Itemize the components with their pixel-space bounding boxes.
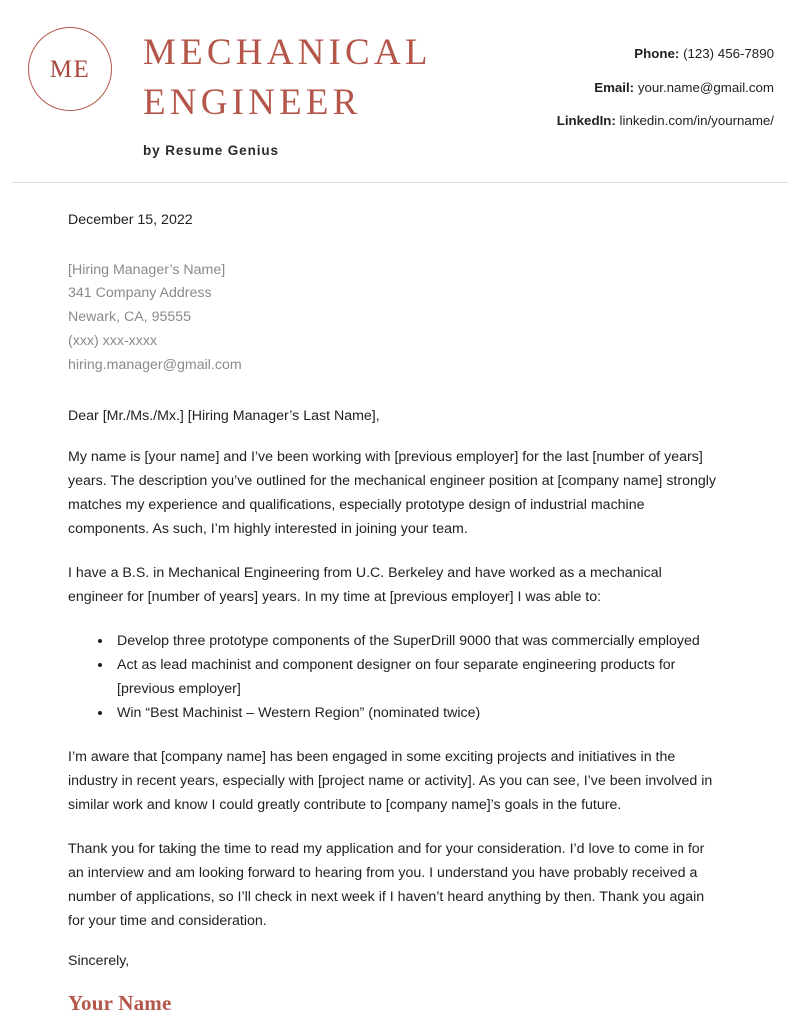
recipient-email: hiring.manager@gmail.com xyxy=(68,357,242,374)
contact-linkedin xyxy=(519,111,774,132)
job-title-line-1: MECHANICAL xyxy=(143,32,432,73)
recipient-name: [Hiring Manager’s Name] xyxy=(68,261,226,278)
monogram-initials: ME xyxy=(49,55,91,83)
title-block xyxy=(143,22,519,158)
recipient-phone: (xxx) xxx-xxxx xyxy=(68,333,158,350)
monogram-badge xyxy=(28,27,112,111)
byline: by Resume Genius xyxy=(143,142,279,158)
body-paragraph-3: I’m aware that [company name] has been engaged in some exciting projects and initiatives in the industry in recent years, especially with [project name or activity]. As you can see, I’ve been involved in similar work and know I could greatly contribute to [company name]’s goals in the future. xyxy=(68,748,713,813)
contact-details xyxy=(519,22,774,132)
job-title-line-2: ENGINEER xyxy=(143,82,362,124)
salutation: Dear [Mr./Ms./Mx.] [Hiring Manager’s Last Name], xyxy=(68,407,380,424)
list-item: Win “Best Machinist – Western Region” (nominated twice) xyxy=(68,701,720,725)
contact-phone-label: Phone: xyxy=(634,46,680,61)
list-item: Act as lead machinist and component designer on four separate engineering products for [previous employer] xyxy=(68,653,720,701)
contact-phone-value: (123) 456-7890 xyxy=(683,46,774,61)
signature-name: Your Name xyxy=(68,990,172,1015)
contact-email-label: Email: xyxy=(594,79,635,95)
letter-body xyxy=(0,183,720,1016)
body-paragraph-4: Thank you for taking the time to read my application and for your consideration. I’d love to come in for an interview and am looking forward to hearing from you. I understand you have probably received a number of applications, so I’ll check in next week if I haven’t heard anything by then. Thank you again for your time and consideration. xyxy=(68,840,705,929)
contact-linkedin-label: LinkedIn: xyxy=(556,113,616,129)
recipient-street: 341 Company Address xyxy=(68,285,212,302)
contact-email xyxy=(519,78,774,99)
body-paragraph-1: My name is [your name] and I’ve been working with [previous employer] for the last [number of years] years. The description you’ve outlined for the mechanical engineer position at [company name] strongly matches my experience and qualifications, especially prototype design of industrial machine components. As such, I’m highly interested in joining your team. xyxy=(68,448,716,537)
letter-date: December 15, 2022 xyxy=(68,211,193,228)
recipient-address-block xyxy=(68,259,720,378)
contact-linkedin-value: linkedin.com/in/yourname/ xyxy=(619,113,774,129)
contact-phone xyxy=(519,44,774,65)
recipient-city-state-zip: Newark, CA, 95555 xyxy=(68,309,192,326)
list-item: Develop three prototype components of the SuperDrill 9000 that was commercially employed xyxy=(68,629,720,653)
body-paragraph-2: I have a B.S. in Mechanical Engineering from U.C. Berkeley and have worked as a mechanical engineer for [number of years] years. In my time at [previous employer] I was able to: xyxy=(68,564,662,605)
contact-email-value: your.name@gmail.com xyxy=(637,79,774,95)
achievements-list xyxy=(68,629,720,725)
closing-salutation: Sincerely, xyxy=(68,952,130,969)
letterhead-header xyxy=(0,0,800,158)
